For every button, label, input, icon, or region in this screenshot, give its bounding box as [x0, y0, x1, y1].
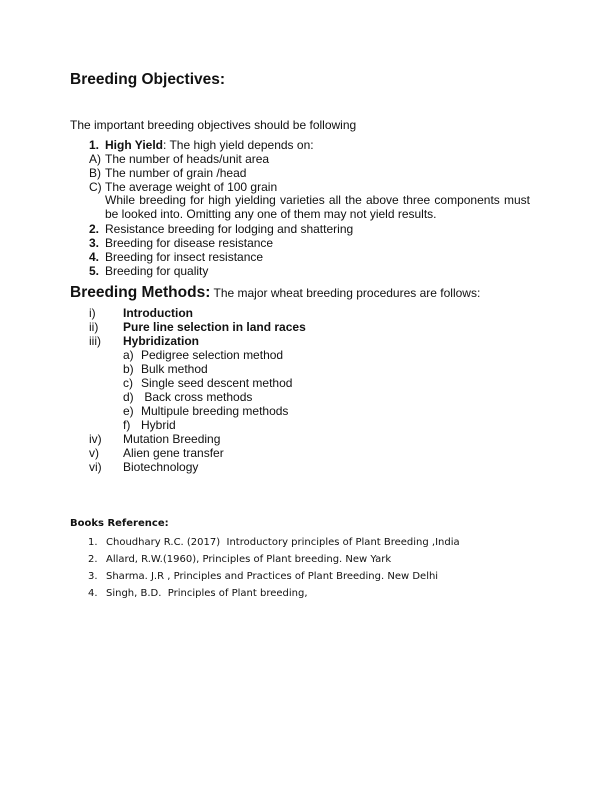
- sub-marker: C): [89, 180, 102, 194]
- roman-marker: iii): [89, 334, 101, 348]
- roman-marker: iv): [89, 432, 102, 446]
- hybrid-text: Single seed descent method: [141, 376, 293, 390]
- sub-text: The average weight of 100 grain: [105, 180, 278, 194]
- list-marker: 3.: [89, 236, 100, 250]
- roman-marker: vi): [89, 460, 102, 474]
- objective-text: Resistance breeding for lodging and shattering: [105, 222, 354, 236]
- sub-text: The number of grain /head: [105, 166, 247, 180]
- high-yield-text: : The high yield depends on:: [163, 138, 314, 152]
- book-text: Sharma. J.R , Principles and Practices of Plant Breeding. New Delhi: [106, 571, 439, 582]
- roman-marker: i): [89, 306, 96, 320]
- sub-marker: A): [89, 152, 101, 166]
- list-marker: 4.: [89, 250, 100, 264]
- alpha-marker: b): [123, 362, 134, 376]
- alpha-marker: a): [123, 348, 134, 362]
- objectives-intro: The important breeding objectives should be following: [70, 118, 357, 132]
- list-marker: 1.: [89, 138, 100, 152]
- objective-text: Breeding for quality: [105, 264, 209, 278]
- objectives-heading: Breeding Objectives:: [70, 71, 226, 88]
- method-text: Hybridization: [123, 334, 200, 348]
- objective-text: Breeding for disease resistance: [105, 236, 274, 250]
- alpha-marker: c): [123, 376, 133, 390]
- method-text: Introduction: [123, 306, 193, 320]
- hybrid-text: Hybrid: [141, 418, 176, 432]
- roman-marker: v): [89, 446, 99, 460]
- methods-heading-label: Breeding Methods:: [70, 284, 211, 301]
- book-marker: 4.: [88, 588, 98, 599]
- method-text: Alien gene transfer: [123, 446, 224, 460]
- roman-marker: ii): [89, 320, 99, 334]
- alpha-marker: f): [123, 418, 131, 432]
- alpha-marker: d): [123, 390, 134, 404]
- book-marker: 1.: [88, 537, 98, 548]
- sub-text: The number of heads/unit area: [105, 152, 270, 166]
- yield-note: While breeding for high yielding varieties all the above three components must be looked into. Omitting any one of them may not yield results.: [105, 193, 530, 221]
- method-text: Biotechnology: [123, 460, 199, 474]
- methods-heading: [70, 284, 480, 302]
- sub-marker: B): [89, 166, 101, 180]
- book-text: Allard, R.W.(1960), Principles of Plant breeding. New Yark: [106, 554, 392, 565]
- method-text: Mutation Breeding: [123, 432, 221, 446]
- list-marker: 2.: [89, 222, 100, 236]
- book-marker: 3.: [88, 571, 98, 582]
- book-text: Choudhary R.C. (2017) Introductory principles of Plant Breeding ,India: [106, 537, 460, 548]
- hybrid-text: Pedigree selection method: [141, 348, 284, 362]
- objective-text: Breeding for insect resistance: [105, 250, 264, 264]
- alpha-marker: e): [123, 404, 134, 418]
- books-heading: Books Reference:: [70, 518, 169, 529]
- hybrid-text: Back cross methods: [141, 390, 253, 404]
- method-text: Pure line selection in land races: [123, 320, 306, 334]
- list-marker: 5.: [89, 264, 100, 278]
- book-marker: 2.: [88, 554, 98, 565]
- hybrid-text: Multipule breeding methods: [141, 404, 289, 418]
- hybrid-text: Bulk method: [141, 362, 208, 376]
- high-yield-label: High Yield: [105, 138, 164, 152]
- methods-heading-text: The major wheat breeding procedures are follows:: [210, 286, 481, 300]
- book-text: Singh, B.D. Principles of Plant breeding,: [106, 588, 308, 599]
